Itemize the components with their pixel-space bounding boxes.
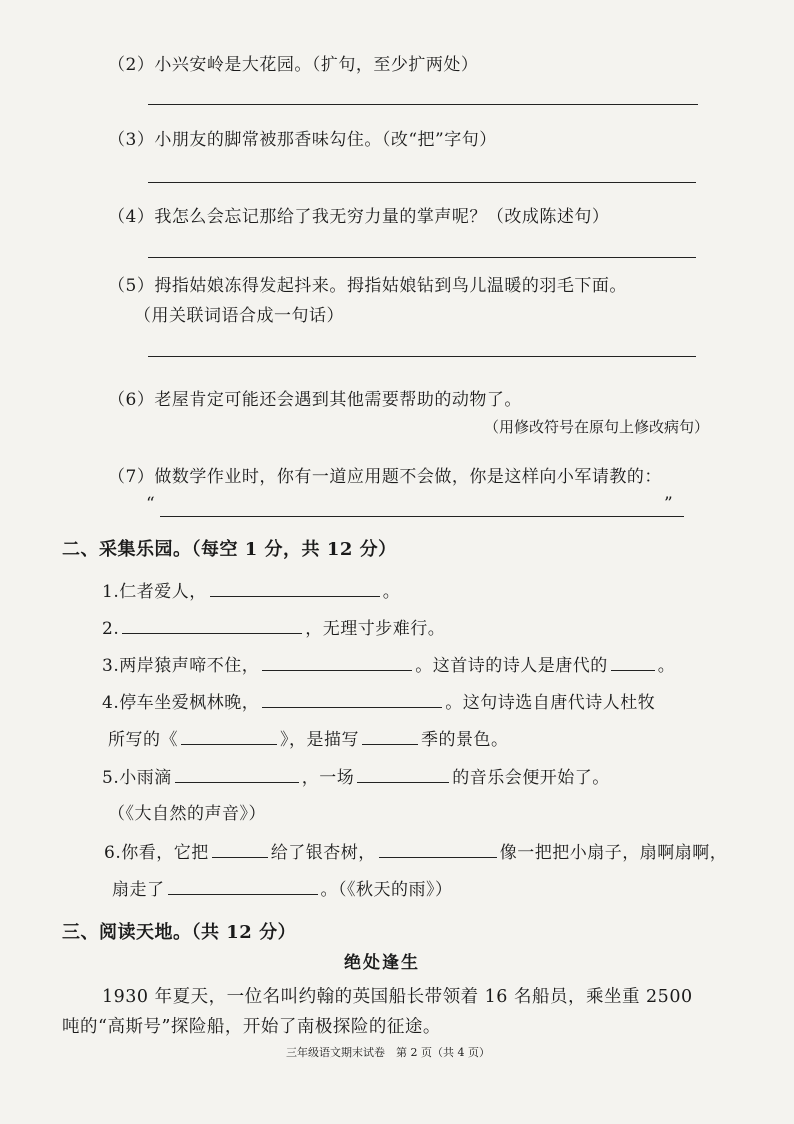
fill-item-4-cont: 所写的《 》，是描写 季的景色。 [108, 730, 509, 750]
fill-item-4: 4.停车坐爱枫林晚， 。这句诗选自唐代诗人杜牧 [102, 693, 656, 713]
fill-blank[interactable] [611, 654, 655, 671]
fill-blank[interactable] [175, 766, 299, 783]
fill-item-2: 2. ，无理寸步难行。 [102, 619, 446, 639]
fill-blank[interactable] [210, 580, 380, 597]
answer-line-2[interactable] [148, 104, 698, 105]
answer-line-4[interactable] [148, 257, 696, 258]
section-3-heading: 三、阅读天地。（共 12 分） [62, 922, 297, 943]
close-quote: ” [664, 494, 674, 514]
fill-blank[interactable] [168, 878, 318, 895]
fill-blank[interactable] [122, 617, 302, 634]
question-3: （3）小朋友的脚常被那香味勾住。（改“把”字句） [108, 130, 497, 150]
fill-blank[interactable] [357, 766, 449, 783]
fill-item-6: 6.你看，它把 给了银杏树， 像一把把小扇子，扇啊扇啊， [104, 843, 728, 863]
question-2: （2）小兴安岭是大花园。（扩句，至少扩两处） [108, 55, 479, 75]
fill-item-5-source: （《大自然的声音》） [108, 804, 266, 824]
fill-item-3: 3.两岸猿声啼不住， 。这首诗的诗人是唐代的 。 [102, 656, 676, 676]
fill-blank[interactable] [212, 841, 268, 858]
question-6-hint: （用修改符号在原句上修改病句） [484, 418, 710, 436]
answer-line-7[interactable] [160, 516, 684, 517]
fill-blank[interactable] [181, 728, 277, 745]
answer-line-3[interactable] [148, 182, 696, 183]
page-footer: 三年级语文期末试卷 第 2 页（共 4 页） [286, 1046, 490, 1059]
section-2-heading: 二、采集乐园。（每空 1 分，共 12 分） [62, 539, 397, 560]
open-quote: “ [146, 494, 156, 514]
fill-blank[interactable] [362, 728, 418, 745]
passage-paragraph-1: 1930 年夏天，一位名叫约翰的英国船长带领着 16 名船员，乘坐重 2500 [102, 987, 693, 1007]
question-6: （6）老屋肯定可能还会遇到其他需要帮助的动物了。 [108, 390, 522, 410]
answer-line-5[interactable] [148, 356, 696, 357]
question-5: （5）拇指姑娘冻得发起抖来。拇指姑娘钻到鸟儿温暖的羽毛下面。 [108, 276, 627, 296]
question-5-hint: （用关联词语合成一句话） [134, 306, 344, 326]
fill-item-5: 5.小雨滴 ，一场 的音乐会便开始了。 [102, 768, 610, 788]
fill-blank[interactable] [262, 691, 442, 708]
fill-blank[interactable] [262, 654, 412, 671]
fill-item-6-cont: 扇走了 。（《秋天的雨》） [112, 880, 453, 900]
passage-paragraph-2: 吨的“高斯号”探险船，开始了南极探险的征途。 [62, 1017, 441, 1037]
fill-blank[interactable] [379, 841, 497, 858]
question-4: （4）我怎么会忘记那给了我无穷力量的掌声呢？（改成陈述句） [108, 207, 610, 227]
question-7: （7）做数学作业时，你有一道应用题不会做，你是这样向小军请教的： [108, 467, 662, 487]
passage-title: 绝处逢生 [344, 953, 420, 973]
fill-item-1: 1.仁者爱人， 。 [102, 582, 401, 602]
